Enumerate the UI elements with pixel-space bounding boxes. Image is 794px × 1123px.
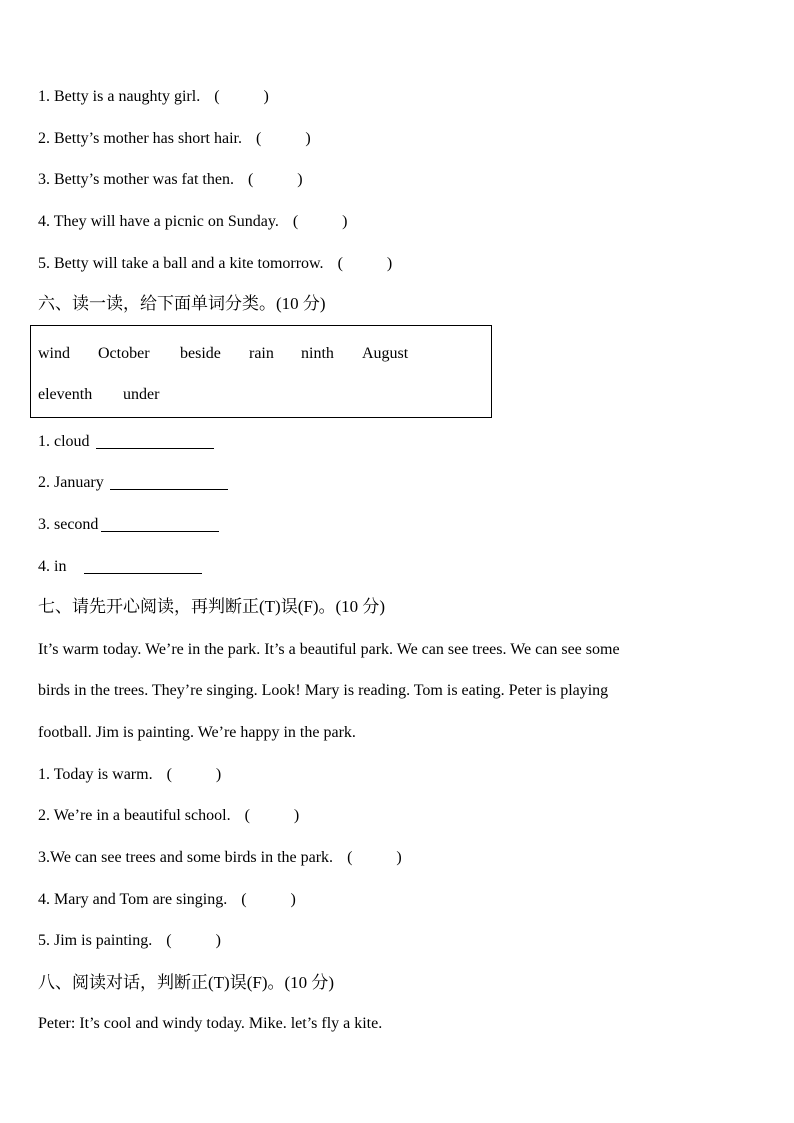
s7-item-3: 3.We can see trees and some birds in the park. ( ) [38,849,402,866]
word-bank-item: October [98,345,150,362]
s5-item-3: 3. Betty’s mother was fat then. ( ) [38,171,303,188]
word-bank-item: wind [38,345,70,362]
word-bank-item: August [362,345,409,362]
s7-passage-line: birds in the trees. They’re singing. Look! Mary is reading. Tom is eating. Peter is playing [38,682,609,699]
s7-item-4: 4. Mary and Tom are singing. ( ) [38,891,296,908]
s5-item-5: 5. Betty will take a ball and a kite tomorrow. ( ) [38,255,393,272]
answer-parentheses[interactable]: ( ) [166,766,222,783]
word-bank-item: rain [249,345,274,362]
word-bank-item: under [123,386,160,403]
s7-passage-line: football. Jim is painting. We’re happy in the park. [38,724,356,741]
section6-heading: 六、读一读，给下面单词分类。(10 分) [38,294,326,313]
answer-parentheses[interactable]: ( ) [337,255,393,272]
section7-heading: 七、请先开心阅读，再判断正(T)误(F)。(10 分) [38,597,386,616]
answer-parentheses[interactable]: ( ) [244,807,300,824]
answer-parentheses[interactable]: ( ) [247,171,303,188]
section8-heading: 八、阅读对话，判断正(T)误(F)。(10 分) [38,973,335,992]
s6-item-1: 1. cloud [38,432,214,452]
s8-dialogue-line: Peter: It’s cool and windy today. Mike. let’s fly a kite. [38,1015,383,1032]
answer-blank[interactable] [84,559,202,574]
s5-item-1: 1. Betty is a naughty girl. ( ) [38,88,269,105]
answer-blank[interactable] [110,475,228,490]
answer-parentheses[interactable]: ( ) [255,130,311,147]
answer-parentheses[interactable]: ( ) [292,213,348,230]
answer-parentheses[interactable]: ( ) [347,849,402,866]
s6-item-2: 2. January [38,473,228,493]
s5-item-4: 4. They will have a picnic on Sunday. ( ) [38,213,348,230]
answer-parentheses[interactable]: ( ) [214,88,269,105]
s7-item-5: 5. Jim is painting. ( ) [38,932,221,949]
answer-parentheses[interactable]: ( ) [166,932,221,949]
s7-item-2: 2. We’re in a beautiful school. ( ) [38,807,300,824]
answer-parentheses[interactable]: ( ) [241,891,296,908]
word-bank-box [30,325,492,418]
s6-item-3: 3. second [38,515,219,535]
s7-item-1: 1. Today is warm. ( ) [38,766,222,783]
answer-blank[interactable] [96,434,214,449]
s5-item-2: 2. Betty’s mother has short hair. ( ) [38,130,311,147]
word-bank-item: ninth [301,345,334,362]
s7-passage-line: It’s warm today. We’re in the park. It’s a beautiful park. We can see trees. We can see some [38,641,620,658]
word-bank-item: eleventh [38,386,93,403]
answer-blank[interactable] [101,517,219,532]
word-bank-item: beside [180,345,221,362]
s6-item-4: 4. in [38,557,202,577]
